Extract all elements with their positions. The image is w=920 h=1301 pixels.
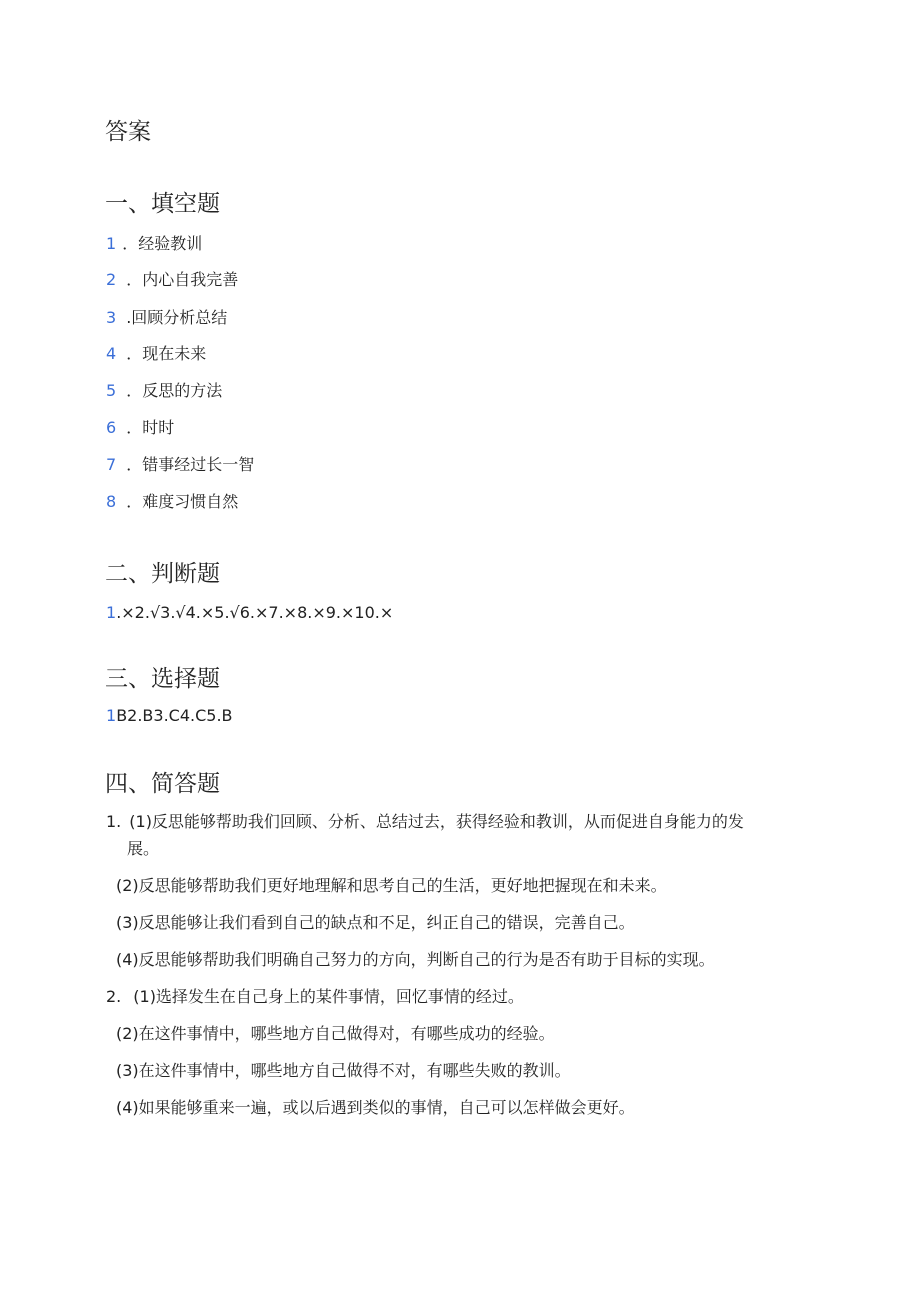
list-item [106,418,174,438]
short-answer-q1-point-4: (4)反思能够帮助我们明确自己努力的方向，判断自己的行为是否有助于目标的实现。 [116,950,715,969]
section-heading-judge: 二、判断题 [105,561,220,587]
item-number: 1 [106,234,117,253]
short-answer-q2-line-1 [106,987,524,1007]
question-number: 2. [106,987,122,1006]
list-item [106,381,222,401]
item-number: 6 [106,418,117,437]
section-heading-short: 四、简答题 [105,771,220,797]
item-number: 4 [106,344,117,363]
list-item [106,234,202,254]
item-number: 1 [106,706,117,725]
short-answer-q1-line-2: 展。 [127,839,160,858]
item-text: .回顾分析总结 [126,308,228,327]
choice-answer-text: B2.B3.C4.C5.B [116,706,233,725]
short-answer-q1-line-1 [106,812,744,832]
item-number: 3 [106,308,117,327]
item-text: ．经验教训 [122,234,203,253]
item-number: 7 [106,455,117,474]
short-answer-q1-point-3: (3)反思能够让我们看到自己的缺点和不足，纠正自己的错误，完善自己。 [116,913,635,932]
document-title: 答案 [105,119,151,145]
section-heading-fill: 一、填空题 [105,191,220,217]
item-text: ．错事经过长一智 [126,455,255,474]
item-text: ．难度习惯自然 [126,492,239,511]
answer-text: (1)选择发生在自己身上的某件事情，回忆事情的经过。 [133,987,524,1006]
item-text: ．内心自我完善 [126,270,239,289]
list-item [106,308,227,328]
item-number: 5 [106,381,117,400]
item-number: 8 [106,492,117,511]
judge-answer-text: .×2.√3.√4.×5.√6.×7.×8.×9.×10.× [116,603,394,622]
short-answer-q2-point-2: (2)在这件事情中，哪些地方自己做得对，有哪些成功的经验。 [116,1024,555,1043]
question-number: 1. [106,812,122,831]
short-answer-q2-point-3: (3)在这件事情中，哪些地方自己做得不对，有哪些失败的教训。 [116,1061,571,1080]
list-item [106,270,238,290]
judge-answers [106,603,393,623]
section-heading-choice: 三、选择题 [105,666,220,692]
item-text: ．反思的方法 [126,381,223,400]
short-answer-q2-point-4: (4)如果能够重来一遍，或以后遇到类似的事情，自己可以怎样做会更好。 [116,1098,635,1117]
item-number: 2 [106,270,117,289]
short-answer-q1-point-2: (2)反思能够帮助我们更好地理解和思考自己的生活，更好地把握现在和未来。 [116,876,667,895]
list-item [106,455,254,475]
choice-answers [106,706,233,726]
item-text: ．时时 [126,418,175,437]
list-item [106,492,238,512]
answer-text: (1)反思能够帮助我们回顾、分析、总结过去，获得经验和教训，从而促进自身能力的发 [129,812,744,831]
list-item [106,344,206,364]
item-number: 1 [106,603,117,622]
item-text: ．现在未来 [126,344,207,363]
